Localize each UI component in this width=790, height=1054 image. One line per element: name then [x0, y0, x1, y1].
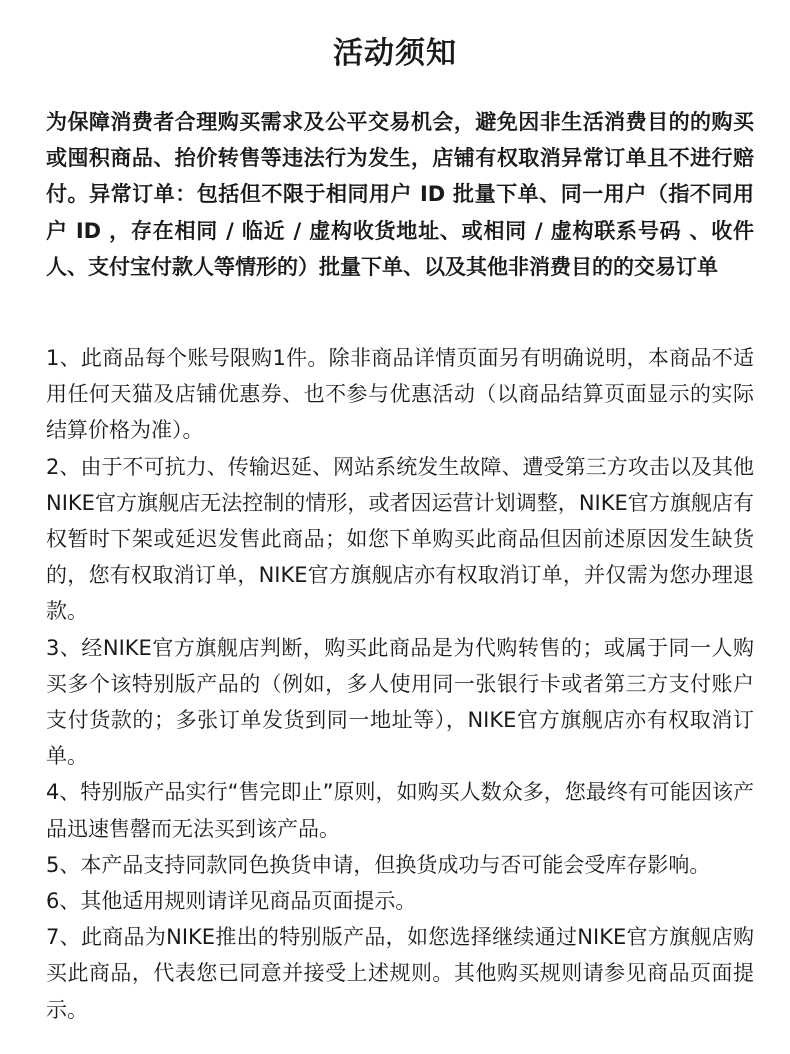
page-title: 活动须知 [333, 36, 457, 71]
rules-list [46, 340, 754, 1028]
rule-item-6: 6、其他适用规则请详见商品页面提示。 [46, 889, 417, 914]
intro-paragraph: 为保障消费者合理购买需求及公平交易机会，避免因非生活消费目的的购买或囤积商品、抬价转售等违法行为发生，店铺有权取消异常订单且不进行赔付。异常订单：包括但不限于相同用户 ID 批量下单、同一用户（指不同用户 ID ，存在相同 / 临近 / 虚构收货地址、或相同 / 虚构联系号码 、收件人、支付宝付款人等情形的）批量下单、以及其他非消费目的的交易订单 [46, 110, 754, 279]
rule-item-3: 3、经NIKE官方旗舰店判断，购买此商品是为代购转售的；或属于同一人购买多个该特别版产品的（例如，多人使用同一张银行卡或者第三方支付账户支付货款的；多张订单发货到同一地址等），NIKE官方旗舰店亦有权取消订单。 [46, 635, 754, 769]
rule-item-2: 2、由于不可抗力、传输迟延、网站系统发生故障、遭受第三方攻击以及其他NIKE官方旗舰店无法控制的情形，或者因运营计划调整，NIKE官方旗舰店有权暂时下架或延迟发售此商品；如您下单购买此商品但因前述原因发生缺货的，您有权取消订单，NIKE官方旗舰店亦有权取消订单，并仅需为您办理退款。 [46, 454, 754, 624]
rule-item-7: 7、此商品为NIKE推出的特别版产品，如您选择继续通过NIKE官方旗舰店购买此商品，代表您已同意并接受上述规则。其他购买规则请参见商品页面提示。 [46, 925, 754, 1022]
rule-item-1: 1、此商品每个账号限购1件。除非商品详情页面另有明确说明，本商品不适用任何天猫及店铺优惠券、也不参与优惠活动（以商品结算页面显示的实际结算价格为准）。 [46, 346, 754, 443]
rule-item-4: 4、特别版产品实行“售完即止”原则，如购买人数众多，您最终有可能因该产品迅速售罄而无法买到该产品。 [46, 780, 754, 841]
rule-item-5: 5、本产品支持同款同色换货申请，但换货成功与否可能会受库存影响。 [46, 852, 711, 877]
